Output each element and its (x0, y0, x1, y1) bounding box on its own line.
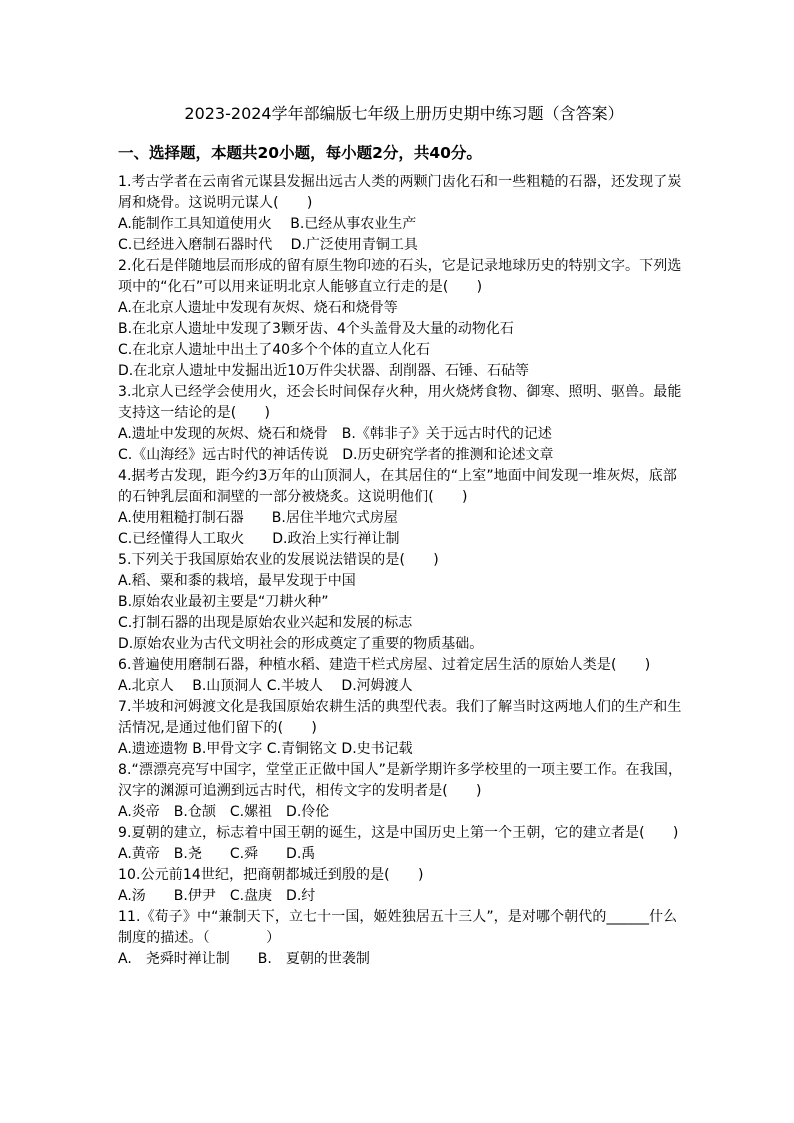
answer-options-line: D.在北京人遗址中发掘出近10万件尖状器、刮削器、石锤、石砧等 (118, 363, 530, 379)
answer-options-line: A.能制作工具知道使用火 B.已经从事农业生产 (118, 216, 417, 232)
section-heading: 一、选择题，本题共20小题，每小题2分，共40分。 (118, 144, 482, 162)
answer-options-line: C.打制石器的出现是原始农业兴起和发展的标志 (118, 615, 413, 631)
question-item (118, 382, 690, 466)
answer-options-line: A.黄帝 B.尧 C.舜 D.禹 (118, 846, 316, 862)
answer-options-line: A.汤 B.伊尹 C.盘庚 D.纣 (118, 888, 316, 904)
question-stem: 4.据考古发现，距今约3万年的山顶洞人，在其居住的“上室”地面中间发现一堆灰烬，底部的石钟乳层面和洞壁的一部分被烧炙。这说明他们( ) (118, 468, 677, 505)
answer-options-line: A.北京人 B.山顶洞人 C.半坡人 D.河姆渡人 (118, 678, 413, 694)
question-item (118, 760, 690, 823)
question-item (118, 550, 690, 655)
question-stem: 3.北京人已经学会使用火，还会长时间保存火种，用火烧烤食物、御寒、照明、驱兽。最能支持这一结论的是( ) (118, 384, 682, 421)
answer-options-line: C.已经进入磨制石器时代 D.广泛使用青铜工具 (118, 237, 418, 253)
answer-options-line: A.使用粗糙打制石器 B.居住半地穴式房屋 (118, 510, 398, 526)
question-item (118, 865, 690, 907)
question-stem: 2.化石是伴随地层而形成的留有原生物印迹的石头，它是记录地球历史的特别文字。下列选项中的“化石”可以用来证明北京人能够直立行走的是( ) (118, 258, 682, 295)
question-stem: 6.普遍使用磨制石器，种植水稻、建造干栏式房屋、过着定居生活的原始人类是( ) (118, 657, 651, 673)
question-item (118, 256, 690, 382)
question-item (118, 655, 690, 697)
answer-options-line: A.在北京人遗址中发现有灰烬、烧石和烧骨等 (118, 300, 398, 316)
answer-options-line: B.原始农业最初主要是“刀耕火种” (118, 594, 329, 610)
question-stem: 1.考古学者在云南省元谋县发掘出远古人类的两颗门齿化石和一些粗糙的石器，还发现了炭屑和烧骨。这说明元谋人( ) (118, 174, 682, 211)
question-stem: 11.《荀子》中“兼制天下，立七十一国，姬姓独居五十三人”，是对哪个朝代的______什么制度的描述。（ ） (118, 909, 678, 946)
question-stem: 7.半坡和河姆渡文化是我国原始农耕生活的典型代表。我们了解当时这两地人们的生产和生活情况,是通过他们留下的( ) (118, 699, 682, 736)
answer-options-line: A.遗址中发现的灰烬、烧石和烧骨 B.《韩非子》关于远古时代的记述 (118, 426, 552, 442)
document-title: 2023-2024学年部编版七年级上册历史期中练习题（含答案） (184, 104, 624, 123)
answer-options-line: B.在北京人遗址中发现了3颗牙齿、4个头盖骨及大量的动物化石 (118, 321, 514, 337)
question-item (118, 823, 690, 865)
answer-options-line: A.遗迹遗物 B.甲骨文字 C.青铜铭文 D.史书记载 (118, 741, 413, 757)
question-stem: 9.夏朝的建立，标志着中国王朝的诞生，这是中国历史上第一个王朝，它的建立者是( ) (118, 825, 679, 841)
question-list (118, 172, 690, 970)
answer-options-line: C.已经懂得人工取火 D.政治上实行禅让制 (118, 531, 400, 547)
exam-page (118, 100, 690, 970)
question-item (118, 907, 690, 970)
answer-options-line: A. 尧舜时禅让制 B. 夏朝的世袭制 (118, 951, 370, 967)
answer-options-line: A.炎帝 B.仓颉 C.嫘祖 D.伶伦 (118, 804, 330, 820)
answer-options-line: A.稻、粟和黍的栽培，最早发现于中国 (118, 573, 356, 589)
question-stem: 5.下列关于我国原始农业的发展说法错误的是( ) (118, 552, 439, 568)
answer-options-line: C.在北京人遗址中出土了40多个个体的直立人化石 (118, 342, 431, 358)
question-item (118, 172, 690, 256)
question-stem: 8.“漂漂亮亮写中国字，堂堂正正做中国人”是新学期许多学校里的一项主要工作。在我国，汉字的渊源可追溯到远古时代，相传文字的发明者是( ) (118, 762, 683, 799)
question-stem: 10.公元前14世纪，把商朝都城迁到殷的是( ) (118, 867, 424, 883)
answer-options-line: C.《山海经》远古时代的神话传说 D.历史研究学者的推测和论述文章 (118, 447, 554, 463)
question-item (118, 697, 690, 760)
question-item (118, 466, 690, 550)
answer-options-line: D.原始农业为古代文明社会的形成奠定了重要的物质基础。 (118, 636, 484, 652)
